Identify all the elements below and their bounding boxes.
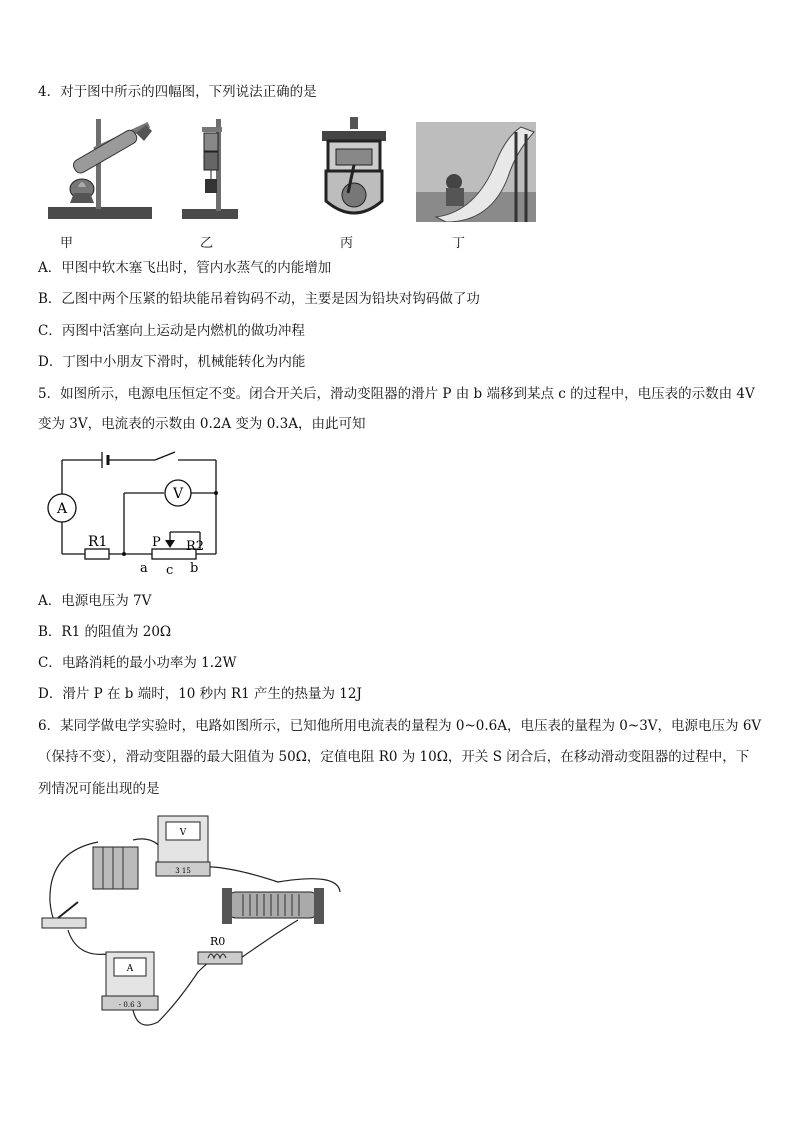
caption-jia: 甲 bbox=[60, 236, 74, 251]
q5-stem-line1: 5．如图所示，电源电压恒定不变。闭合开关后，滑动变阻器的滑片 P 由 b 端移到某点 c 的过程中，电压表的示数由 4V bbox=[38, 386, 755, 402]
q4-stem: 4．对于图中所示的四幅图，下列说法正确的是 bbox=[38, 84, 317, 100]
r0-label: R0 bbox=[210, 935, 226, 948]
q6-circuit-photo-figure bbox=[38, 812, 348, 1027]
voltmeter-face-label: V bbox=[179, 828, 187, 838]
q5-circuit-diagram bbox=[40, 446, 240, 576]
terminal-a-label: a bbox=[140, 561, 148, 576]
figure-jia-test-tube-heating bbox=[44, 115, 156, 223]
figure-bing-engine-cylinder bbox=[318, 115, 390, 223]
slider-p-label: P bbox=[152, 535, 161, 550]
q4-option-b: B．乙图中两个压紧的铅块能吊着钩码不动，主要是因为铅块对钩码做了功 bbox=[38, 291, 480, 307]
voltmeter-scale-label: 3 15 bbox=[175, 867, 191, 875]
q5-option-b: B．R1 的阻值为 20Ω bbox=[38, 624, 172, 640]
voltmeter-label: V bbox=[172, 486, 184, 502]
q5-option-c: C．电路消耗的最小功率为 1.2W bbox=[38, 655, 237, 671]
q4-option-a: A．甲图中软木塞飞出时，管内水蒸气的内能增加 bbox=[38, 260, 332, 276]
q5-stem-line2: 变为 3V，电流表的示数由 0.2A 变为 0.3A，由此可知 bbox=[38, 416, 366, 432]
ammeter-face-label: A bbox=[126, 964, 134, 974]
terminal-b-label: b bbox=[190, 561, 199, 576]
q6-stem-line3: 列情况可能出现的是 bbox=[38, 781, 160, 797]
caption-bing: 丙 bbox=[340, 236, 354, 251]
point-c-label: c bbox=[166, 563, 174, 576]
caption-ding: 丁 bbox=[452, 236, 466, 251]
r1-label: R1 bbox=[88, 534, 108, 550]
q6-stem-line1: 6．某同学做电学实验时，电路如图所示，已知他所用电流表的量程为 0~0.6A，电压表的量程为 0~3V，电源电压为 6V bbox=[38, 718, 762, 734]
q5-option-d: D．滑片 P 在 b 端时，10 秒内 R1 产生的热量为 12J bbox=[38, 686, 362, 702]
r2-label: R2 bbox=[186, 539, 205, 554]
q6-stem-line2: （保持不变），滑动变阻器的最大阻值为 50Ω，定值电阻 R0 为 10Ω，开关 S 闭合后，在移动滑动变阻器的过程中，下 bbox=[38, 749, 750, 765]
ammeter-scale-label: - 0.6 3 bbox=[118, 1001, 142, 1009]
figure-ding-slide bbox=[416, 122, 536, 222]
caption-yi: 乙 bbox=[200, 236, 214, 251]
q4-option-d: D．丁图中小朋友下滑时，机械能转化为内能 bbox=[38, 354, 306, 370]
figure-yi-lead-blocks bbox=[180, 115, 240, 223]
ammeter-label: A bbox=[56, 501, 68, 517]
q5-option-a: A．电源电压为 7V bbox=[38, 593, 152, 609]
q4-option-c: C．丙图中活塞向上运动是内燃机的做功冲程 bbox=[38, 323, 305, 339]
